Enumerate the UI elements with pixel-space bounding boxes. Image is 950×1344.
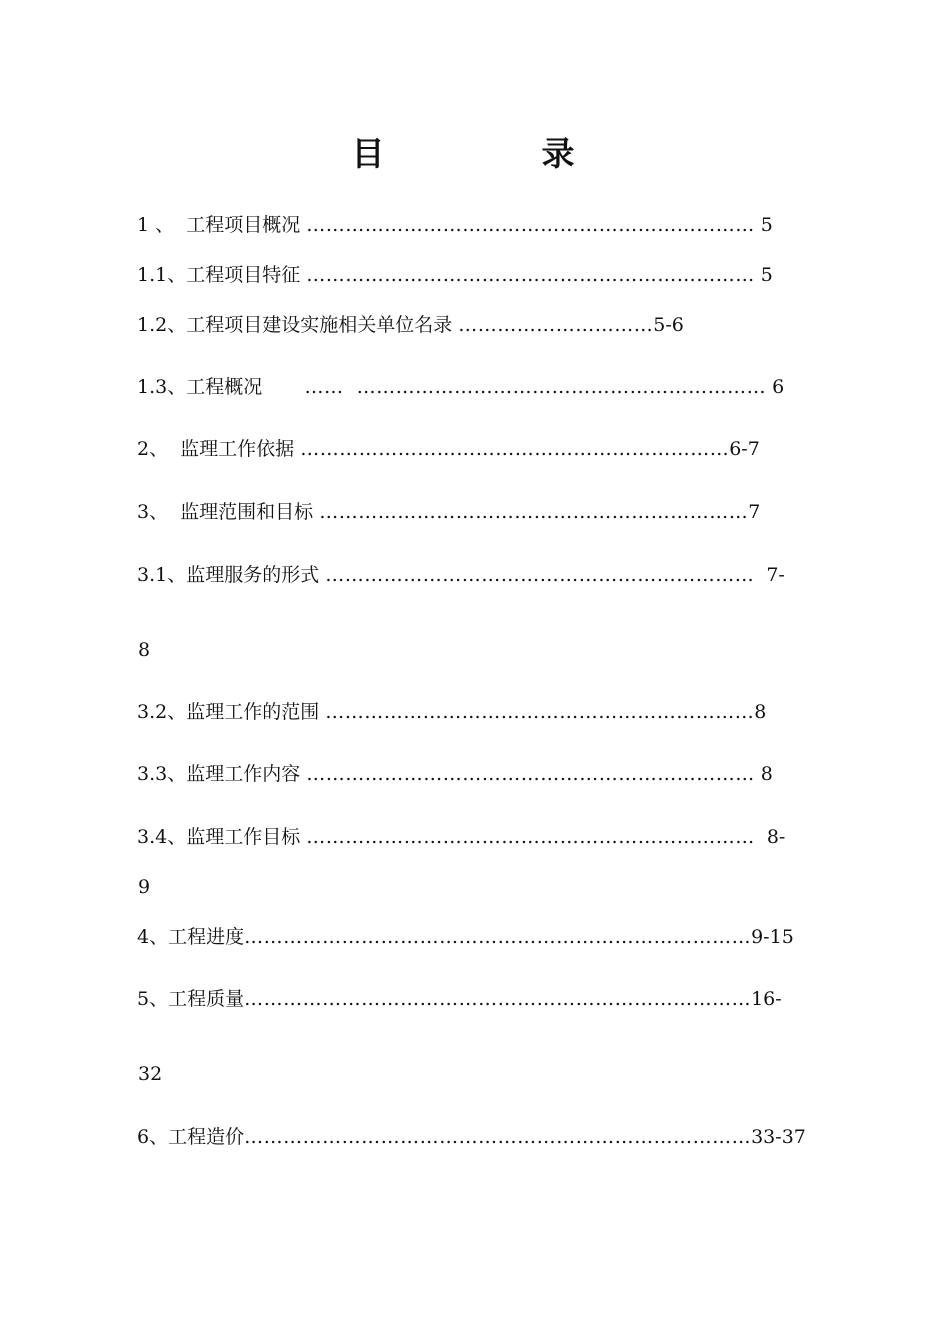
toc-page: 5-6 bbox=[653, 314, 684, 336]
toc-page: 8 bbox=[754, 701, 767, 723]
toc-entry-label: 1 、 工程项目概况 bbox=[137, 214, 307, 236]
toc-entry-label: 1.2、工程项目建设实施相关单位名录 bbox=[137, 314, 459, 336]
toc-entry-label: 3.3、监理工作内容 bbox=[137, 763, 307, 785]
toc-entry[interactable] bbox=[137, 263, 773, 287]
toc-leader: ………………………………………………………… bbox=[325, 564, 755, 586]
toc-page: 7- bbox=[754, 564, 785, 586]
toc-entry-label: 3.2、监理工作的范围 bbox=[137, 701, 326, 723]
toc-entry[interactable] bbox=[137, 925, 794, 949]
toc-leader: ………………………………………………………… bbox=[325, 701, 755, 723]
toc-entry-label: 4、工程进度 bbox=[137, 926, 245, 948]
toc-leader: …………………………………………………………………… bbox=[244, 988, 752, 1010]
toc-page-continuation: 9 bbox=[138, 876, 151, 898]
toc-entry[interactable] bbox=[137, 437, 760, 461]
toc-page: 6 bbox=[766, 376, 785, 398]
toc-leader: ………………………… bbox=[458, 314, 654, 336]
toc-entry[interactable] bbox=[137, 987, 782, 1011]
toc-entry[interactable] bbox=[137, 825, 785, 849]
toc-page-continuation: 32 bbox=[138, 1063, 163, 1085]
toc-entry-label: 3.1、监理服务的形式 bbox=[137, 564, 326, 586]
toc-entry[interactable] bbox=[137, 762, 773, 786]
toc-leader: …………………………………………………………… bbox=[306, 763, 755, 785]
toc-leader: …… ……………………………………………………… bbox=[304, 376, 767, 398]
toc-entry-label: 5、工程质量 bbox=[137, 988, 245, 1010]
toc-entry[interactable] bbox=[137, 1125, 806, 1149]
toc-page: 9-15 bbox=[751, 926, 794, 948]
toc-page-continuation: 8 bbox=[138, 639, 151, 661]
toc-page: 5 bbox=[754, 264, 773, 286]
toc-leader: …………………………………………………………… bbox=[306, 214, 755, 236]
toc-page: 33-37 bbox=[751, 1126, 806, 1148]
toc-entry-label: 3、 监理范围和目标 bbox=[137, 501, 320, 523]
toc-title: 目 录 bbox=[351, 134, 637, 173]
toc-page: 6-7 bbox=[729, 438, 760, 460]
toc-leader: …………………………………………………………………… bbox=[244, 1126, 752, 1148]
toc-entry[interactable] bbox=[137, 375, 784, 399]
toc-page: 16- bbox=[751, 988, 782, 1010]
toc-page: 8 bbox=[754, 763, 773, 785]
toc-entry[interactable] bbox=[137, 700, 766, 724]
toc-leader: ………………………………………………………… bbox=[300, 438, 730, 460]
toc-entry-label: 6、工程造价 bbox=[137, 1126, 245, 1148]
toc-page: 5 bbox=[754, 214, 773, 236]
toc-entry[interactable] bbox=[137, 500, 760, 524]
toc-leader: …………………………………………………………… bbox=[306, 826, 755, 848]
toc-entry[interactable] bbox=[137, 313, 684, 337]
toc-entry-label: 1.3、工程概况 bbox=[137, 376, 305, 398]
toc-leader: …………………………………………………………… bbox=[306, 264, 755, 286]
toc-entry[interactable] bbox=[137, 563, 785, 587]
toc-entry-label: 1.1、工程项目特征 bbox=[137, 264, 307, 286]
toc-page: 8- bbox=[754, 826, 786, 848]
toc-entry-label: 2、 监理工作依据 bbox=[137, 438, 301, 460]
toc-leader: …………………………………………………………………… bbox=[244, 926, 752, 948]
toc-entry-label: 3.4、监理工作目标 bbox=[137, 826, 307, 848]
toc-entry[interactable] bbox=[137, 213, 773, 237]
toc-page: 7 bbox=[748, 501, 761, 523]
toc-leader: ………………………………………………………… bbox=[319, 501, 749, 523]
